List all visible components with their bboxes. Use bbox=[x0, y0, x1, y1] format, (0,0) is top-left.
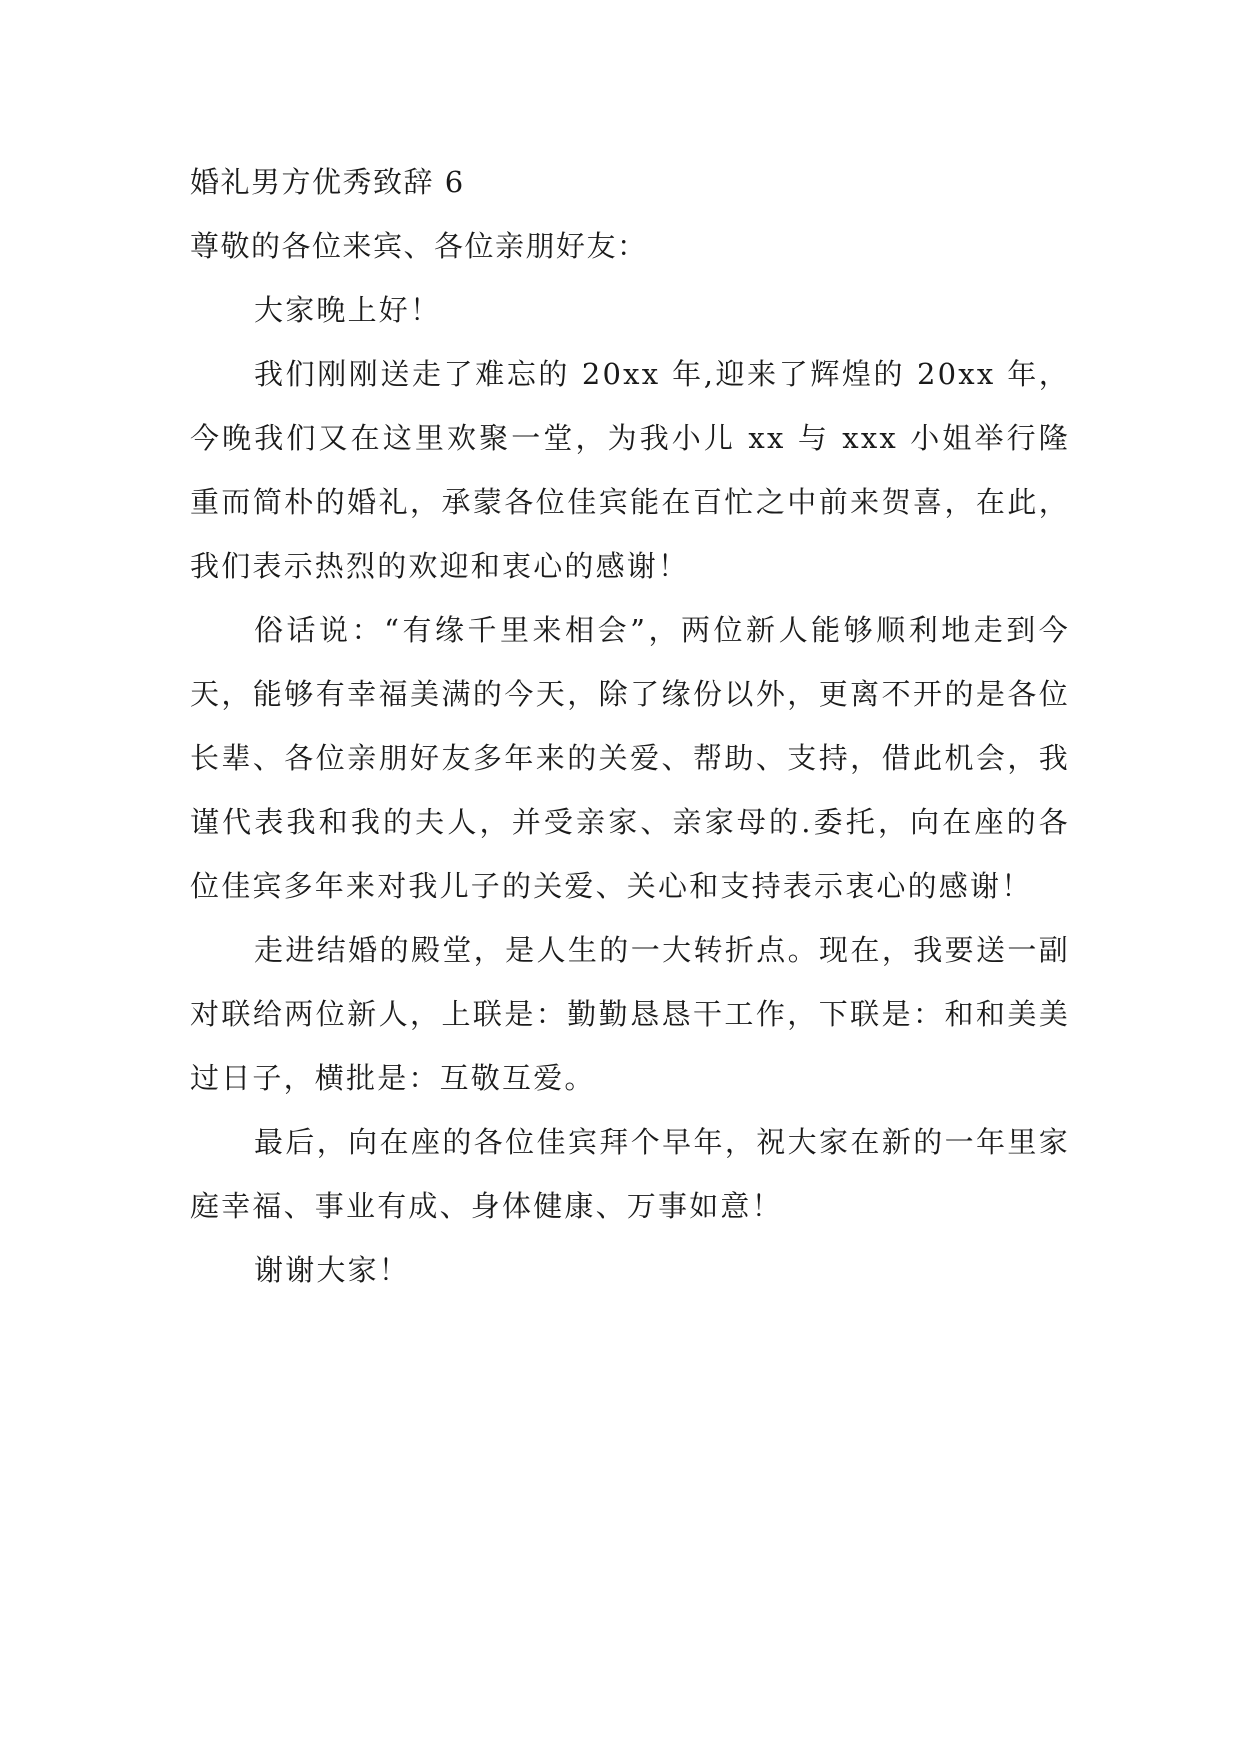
paragraph-greeting: 大家晚上好！ bbox=[254, 293, 442, 327]
paragraph-welcome: 我们刚刚送走了难忘的 20xx 年,迎来了辉煌的 20xx 年，今晚我们又在这里欢聚一堂，为我小儿 xx 与 xxx 小姐举行隆重而简朴的婚礼，承蒙各位佳宾能在百忙之中前来贺喜，在此，我们表示热烈的欢迎和衷心的感谢！ bbox=[190, 357, 1070, 583]
paragraph-couplet: 走进结婚的殿堂，是人生的一大转折点。现在，我要送一副对联给两位新人，上联是：勤勤恳恳干工作，下联是：和和美美过日子，横批是：互敬互爱。 bbox=[190, 933, 1070, 1095]
paragraph-gratitude: 俗话说：“有缘千里来相会”，两位新人能够顺利地走到今天，能够有幸福美满的今天，除了缘份以外，更离不开的是各位长辈、各位亲朋好友多年来的关爱、帮助、支持，借此机会，我谨代表我和我的夫人，并受亲家、亲家母的.委托，向在座的各位佳宾多年来对我儿子的关爱、关心和支持表示衷心的感谢！ bbox=[190, 613, 1070, 903]
document-title: 婚礼男方优秀致辞 6 bbox=[190, 165, 465, 199]
document-page bbox=[190, 150, 1070, 1302]
paragraph-thanks: 谢谢大家！ bbox=[254, 1253, 411, 1287]
paragraph-blessing: 最后，向在座的各位佳宾拜个早年，祝大家在新的一年里家庭幸福、事业有成、身体健康、万事如意！ bbox=[190, 1125, 1070, 1223]
salutation: 尊敬的各位来宾、各位亲朋好友： bbox=[190, 229, 648, 263]
